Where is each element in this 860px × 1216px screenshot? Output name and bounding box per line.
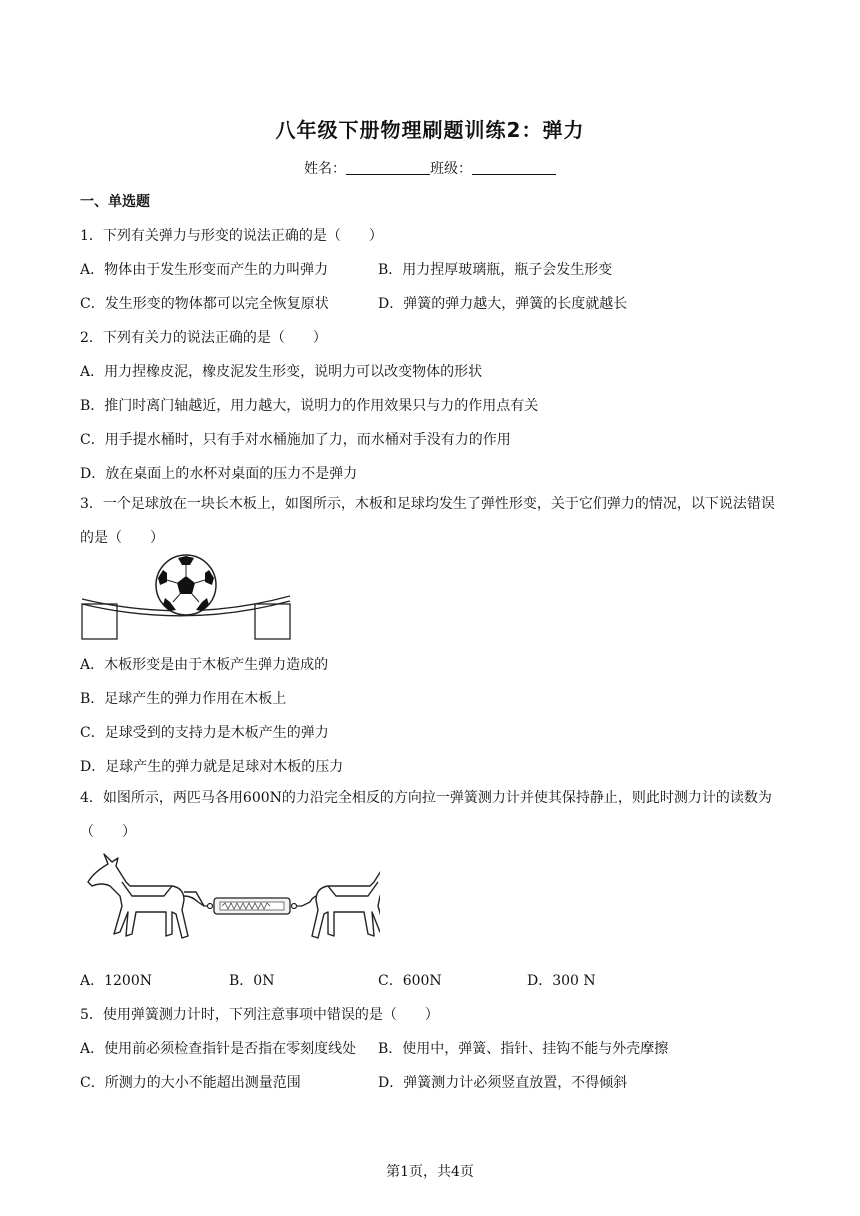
question-1-option-c[interactable]: C．发生形变的物体都可以完全恢复原状 — [80, 296, 329, 312]
page-title: 八年级下册物理刷题训练2：弹力 — [275, 118, 585, 142]
question-2-option-b[interactable]: B．推门时离门轴越近，用力越大，说明力的作用效果只与力的作用点有关 — [80, 398, 539, 414]
left-horse — [88, 854, 204, 938]
question-4-option-c[interactable]: C．600N — [378, 973, 442, 989]
football — [156, 555, 216, 615]
question-2-option-a[interactable]: A．用力捏橡皮泥，橡皮泥发生形变，说明力可以改变物体的形状 — [80, 364, 483, 380]
question-5-option-b[interactable]: B．使用中，弹簧、指针、挂钩不能与外壳摩擦 — [378, 1041, 669, 1057]
question-3-option-b[interactable]: B．足球产生的弹力作用在木板上 — [80, 691, 287, 707]
page-footer: 第1页，共4页 — [386, 1164, 474, 1180]
question-5-stem: 5．使用弹簧测力计时，下列注意事项中错误的是（ ） — [80, 1007, 439, 1023]
question-5-option-c[interactable]: C．所测力的大小不能超出测量范围 — [80, 1075, 301, 1091]
football-on-board-figure — [78, 552, 296, 644]
question-1-option-b[interactable]: B．用力捏厚玻璃瓶，瓶子会发生形变 — [378, 262, 613, 278]
question-2-option-c[interactable]: C．用手提水桶时，只有手对水桶施加了力，而水桶对手没有力的作用 — [80, 432, 511, 448]
name-label: 姓名： — [304, 161, 346, 177]
question-2-stem: 2．下列有关力的说法正确的是（ ） — [80, 330, 327, 346]
class-blank[interactable] — [472, 160, 556, 175]
question-1-stem: 1．下列有关弹力与形变的说法正确的是（ ） — [80, 228, 383, 244]
horses-pulling-spring-scale-figure — [80, 852, 380, 952]
right-horse — [310, 854, 380, 938]
question-5-option-d[interactable]: D．弹簧测力计必须竖直放置，不得倾斜 — [378, 1075, 628, 1091]
left-support-block — [82, 604, 117, 639]
student-info-line — [0, 158, 860, 178]
name-blank[interactable] — [346, 160, 430, 175]
question-1-option-d[interactable]: D．弹簧的弹力越大，弹簧的长度就越长 — [378, 296, 628, 312]
question-3-option-c[interactable]: C．足球受到的支持力是木板产生的弹力 — [80, 725, 329, 741]
question-4-option-d[interactable]: D．300 N — [527, 973, 596, 989]
question-4-option-a[interactable]: A．1200N — [80, 973, 152, 989]
section-heading: 一、单选题 — [80, 194, 150, 210]
right-support-block — [255, 604, 290, 639]
question-4-option-b[interactable]: B．0N — [229, 973, 275, 989]
spring-scale — [198, 898, 310, 914]
question-1-option-a[interactable]: A．物体由于发生形变而产生的力叫弹力 — [80, 262, 329, 278]
question-2-option-d[interactable]: D．放在桌面上的水杯对桌面的压力不是弹力 — [80, 466, 358, 482]
question-3-option-d[interactable]: D．足球产生的弹力就是足球对木板的压力 — [80, 759, 344, 775]
question-3-stem: 3．一个足球放在一块长木板上，如图所示，木板和足球均发生了弹性形变，关于它们弹力的情况，以下说法错误的是（ ） — [80, 496, 775, 546]
class-label: 班级： — [430, 161, 472, 177]
question-3-option-a[interactable]: A．木板形变是由于木板产生弹力造成的 — [80, 657, 329, 673]
question-5-option-a[interactable]: A．使用前必须检查指针是否指在零刻度线处 — [80, 1041, 357, 1057]
question-4-stem: 4．如图所示，两匹马各用600N的力沿完全相反的方向拉一弹簧测力计并使其保持静止，则此时测力计的读数为（ ） — [80, 790, 772, 840]
